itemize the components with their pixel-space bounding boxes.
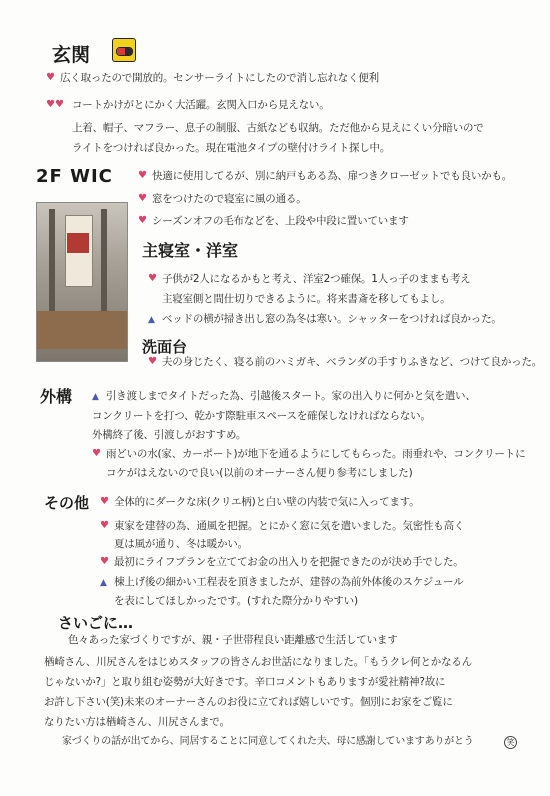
other-line: 最初にライフプランを立ててお金の出入りを把握できたのが決め手でした。 bbox=[114, 556, 464, 568]
triangle-icon: ▲ bbox=[100, 578, 107, 588]
closing-line: お許し下さい(笑)未来のオーナーさんのお役に立てれば嬉しいです。個別にお家をご覧に bbox=[44, 696, 453, 708]
entrance-line: 上着、帽子、マフラー、息子の制服、古紙なども収納。ただ他から見えにくい分暗いので bbox=[72, 122, 484, 134]
heart-icon: ♥ bbox=[148, 273, 157, 284]
closing-line: 家づくりの話が出てから、同居することに同意してくれた夫、母に感謝していますありがとう bbox=[62, 736, 474, 747]
exterior-line: 引き渡しまでタイトだった為、引越後スタート。家の出入りに何かと気を遣い、 bbox=[106, 390, 476, 402]
entrance-line: コートかけがとにかく大活躍。玄関入口から見えない。 bbox=[72, 99, 330, 111]
heart-icon: ♥ bbox=[100, 496, 109, 507]
entrance-heading: 玄関 bbox=[52, 44, 91, 66]
closing-heading: さいごに… bbox=[58, 614, 134, 632]
exterior-line: コンクリートを打つ、乾かす際駐車スペースを確保しなければならない。 bbox=[92, 410, 431, 422]
wic-line: 窓をつけたので寝室に風の通る。 bbox=[152, 193, 307, 205]
heart-icon: ♥♥ bbox=[46, 99, 64, 110]
exterior-line: コケがはえないので良い(以前のオーナーさん便り参考にしました) bbox=[106, 467, 413, 479]
heart-icon: ♥ bbox=[138, 215, 147, 226]
bedroom-line: 子供が2人になるかもと考え、洋室2つ確保。1人っ子のままも考え bbox=[162, 273, 471, 285]
wic-photo bbox=[36, 202, 128, 362]
other-line: 棟上げ後の細かい工程表を頂きましたが、建替の為前外体後のスケジュール bbox=[114, 576, 464, 588]
exterior-line: 外構終了後、引渡しがおすすめ。 bbox=[92, 429, 247, 441]
washbasin-heading: 洗面台 bbox=[142, 338, 188, 356]
bedroom-line: ベッドの横が掃き出し窓の為冬は寒い。シャッターをつければ良かった。 bbox=[162, 313, 502, 325]
heart-icon: ♥ bbox=[100, 556, 109, 567]
heart-icon: ♥ bbox=[46, 72, 55, 83]
sign-logo-icon bbox=[112, 38, 136, 62]
other-line: を表にしてほしかったです。(すれた際分かりやすい) bbox=[114, 595, 358, 607]
other-line: 全体的にダークな床(クリエ柄)と白い壁の内装で気に入ってます。 bbox=[114, 496, 420, 508]
wic-heading: 2F WIC bbox=[36, 166, 113, 187]
wic-line: 快適に使用してるが、別に納戸もある為、扉つきクローゼットでも良いかも。 bbox=[152, 170, 513, 182]
heart-icon: ♥ bbox=[92, 448, 101, 459]
washbasin-line: 夫の身じたく、寝る前のハミガキ、ベランダの手すりふきなど、つけて良かった。 bbox=[162, 356, 543, 368]
closing-line: じゃないか?」と取り組む姿勢が大好きです。辛口コメントもありますが愛社精神?故に bbox=[44, 676, 446, 688]
other-line: 東家を建替の為、通風を把握。とにかく窓に気を遣いました。気密性も高く bbox=[114, 520, 465, 532]
heart-icon: ♥ bbox=[100, 520, 109, 531]
heart-icon: ♥ bbox=[138, 193, 147, 204]
wic-line: シーズンオフの毛布などを、上段や中段に置いています bbox=[152, 215, 409, 227]
other-line: 夏は風が通り、冬は暖かい。 bbox=[114, 538, 248, 550]
closing-line: 色々あった家づくりですが、親・子世帯程良い距離感で生活しています bbox=[68, 634, 398, 646]
other-heading: その他 bbox=[44, 494, 90, 512]
closing-line: なりたい方は楢崎さん、川尻さんまで。 bbox=[44, 716, 230, 728]
exterior-line: 雨どいの水(家、カーポート)が地下を通るようにしてもらった。雨垂れや、コンクリートに bbox=[106, 448, 526, 460]
bedroom-line: 主寝室側と間仕切りできるように。将来書斎を移してもよし。 bbox=[162, 293, 451, 305]
heart-icon: ♥ bbox=[148, 356, 157, 367]
entrance-line: 広く取ったので開放的。センサーライトにしたので消し忘れなく便利 bbox=[60, 72, 379, 84]
end-mark-icon: 笑 bbox=[504, 736, 517, 749]
triangle-icon: ▲ bbox=[92, 392, 99, 402]
triangle-icon: ▲ bbox=[148, 315, 155, 325]
exterior-heading: 外構 bbox=[40, 387, 73, 406]
closing-line: 楢崎さん、川尻さんをはじめスタッフの皆さんお世話になりました。「もうクレ何とかなるん bbox=[44, 656, 472, 668]
heart-icon: ♥ bbox=[138, 170, 147, 181]
entrance-line: ライトをつければ良かった。現在電池タイプの壁付けライト探し中。 bbox=[72, 142, 391, 154]
bedroom-heading: 主寝室・洋室 bbox=[142, 241, 239, 260]
